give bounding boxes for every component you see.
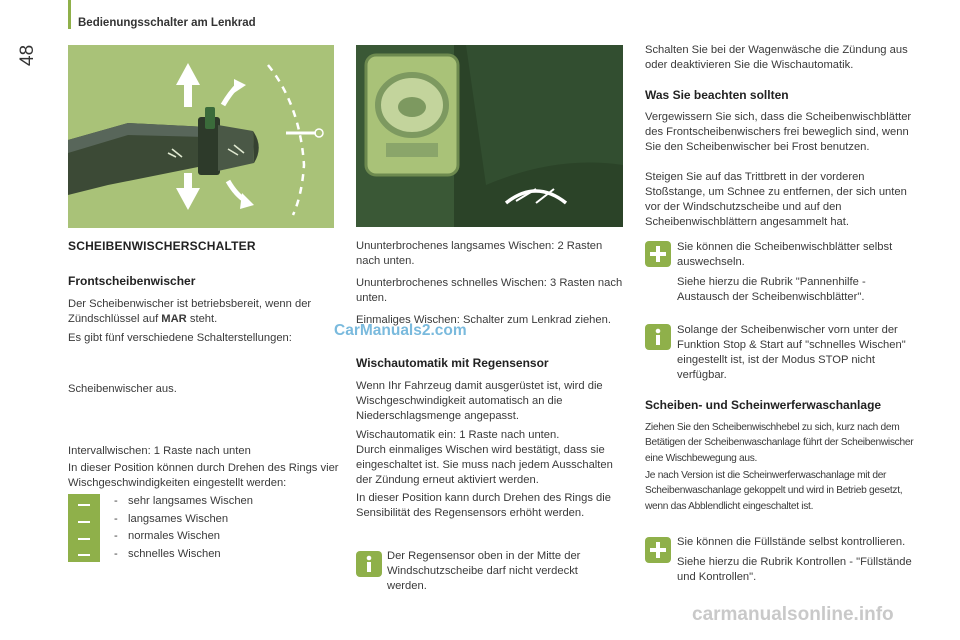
rain-sensor-note: Der Regensensor oben in der Mitte der Windschutzscheibe darf nicht verdeckt werden. [387,550,581,592]
watermark-bottom: carmanualsonline.info [692,604,894,625]
wiper-stalk-illustration [68,45,334,228]
subtitle-rain-sensor: Wischautomatik mit Regensensor [356,356,549,370]
auto-paragraph-3: In dieser Position kann durch Drehen des Rings die Sensibilität des Regensensors erhöht werden. [356,492,611,519]
tip-replace-blades: Sie können die Scheibenwischblätter selbst auswechseln. [677,241,893,268]
auto-paragraph-2b: Durch einmaliges Wischen wird bestätigt, dass sie eingeschaltet ist. Sie muss nach jedem Ausschalten der Zündung erneut aktiviert werden. [356,444,613,486]
position-off: Scheibenwischer aus. [68,383,177,395]
position-interval: Intervallwischen: 1 Raste nach unten [68,445,251,457]
page-header-title: Bedienungsschalter am Lenkrad [78,17,256,29]
auto-paragraph-1: Wenn Ihr Fahrzeug damit ausgerüstet ist, wird die Wischgeschwindigkeit automatisch an die Niederschlagsmenge angepasst. [356,380,603,422]
auto-paragraph-2a: Wischautomatik ein: 1 Raste nach unten. [356,429,560,441]
info-icon [645,324,671,350]
tip-fluid-levels-ref: Siehe hierzu die Rubrik Kontrollen - "Füllstände und Kontrollen". [677,556,912,583]
plus-icon [645,537,671,563]
washer-paragraph-1: Ziehen Sie den Scheibenwischhebel zu sich, kurz nach dem Betätigen der Scheibenwaschanlage führt der Scheibenwischer eine Wischbewegung aus. [645,422,914,464]
subtitle-front-wiper: Frontscheibenwischer [68,274,196,288]
subtitle-washer: Scheiben- und Scheinwerferwaschanlage [645,398,882,412]
speed-list [114,494,314,564]
intro-paragraph: Der Scheibenwischer ist betriebsbereit, wenn der Zündschlüssel auf MAR steht. [68,298,312,325]
header-accent-bar [68,0,71,29]
watermark-top: CarManuals2.com [334,322,467,339]
info-icon [356,551,382,577]
page-number: 48 [17,44,38,66]
tip-replace-blades-ref: Siehe hierzu die Rubrik "Pannenhilfe - Austausch der Scheibenwischblätter". [677,276,866,303]
plus-icon [645,241,671,267]
windscreen-sensor-illustration [356,45,623,227]
tip-fluid-levels: Sie können die Füllstände selbst kontrollieren. [677,536,906,548]
positions-intro: Es gibt fünf verschiedene Schalterstellungen: [68,332,292,344]
subtitle-notes: Was Sie beachten sollten [645,88,789,102]
speed-level-indicator [68,494,100,562]
continuous-fast: Ununterbrochenes schnelles Wischen: 3 Rasten nach unten. [356,277,623,304]
car-wash-note: Schalten Sie bei der Wagenwäsche die Zündung aus oder deaktivieren Sie die Wischautomatik. [645,44,908,71]
washer-paragraph-2: Je nach Version ist die Scheinwerferwaschanlage mit der Scheibenwaschanlage gekoppelt und wird in Betrieb gesetzt, wenn das Abblendlicht eingeschaltet ist. [645,470,903,512]
single-wipe: Einmaliges Wischen: Schalter zum Lenkrad ziehen. [356,314,611,326]
snow-paragraph: Steigen Sie auf das Trittbrett in der vorderen Stoßstange, um Schnee zu entfernen, der sich unten vor der Windschutzscheibe und auf den Scheibenwischblättern angesammelt hat. [645,171,907,228]
rotate-info: In dieser Position können durch Drehen des Rings vier Wischgeschwindigkeiten eingestellt werden: [68,462,339,489]
frost-paragraph: Vergewissern Sie sich, dass die Scheibenwischblätter des Frontscheibenwischers frei beweglich sind, wenn Sie den Scheibenwischer bei Frost benutzen. [645,111,912,153]
continuous-slow: Ununterbrochenes langsames Wischen: 2 Rasten nach unten. [356,240,603,267]
list-item: - normales Wischen [114,530,221,542]
stop-start-note: Solange der Scheibenwischer vorn unter der Funktion Stop & Start auf "schnelles Wischen" eingestellt ist, ist der Modus STOP nicht verfügbar. [677,324,906,381]
list-item: - schnelles Wischen [114,547,221,560]
list-item: - langsames Wischen [114,512,229,525]
section-title: SCHEIBENWISCHERSCHALTER [68,239,256,253]
list-item: - sehr langsames Wischen [114,495,253,507]
